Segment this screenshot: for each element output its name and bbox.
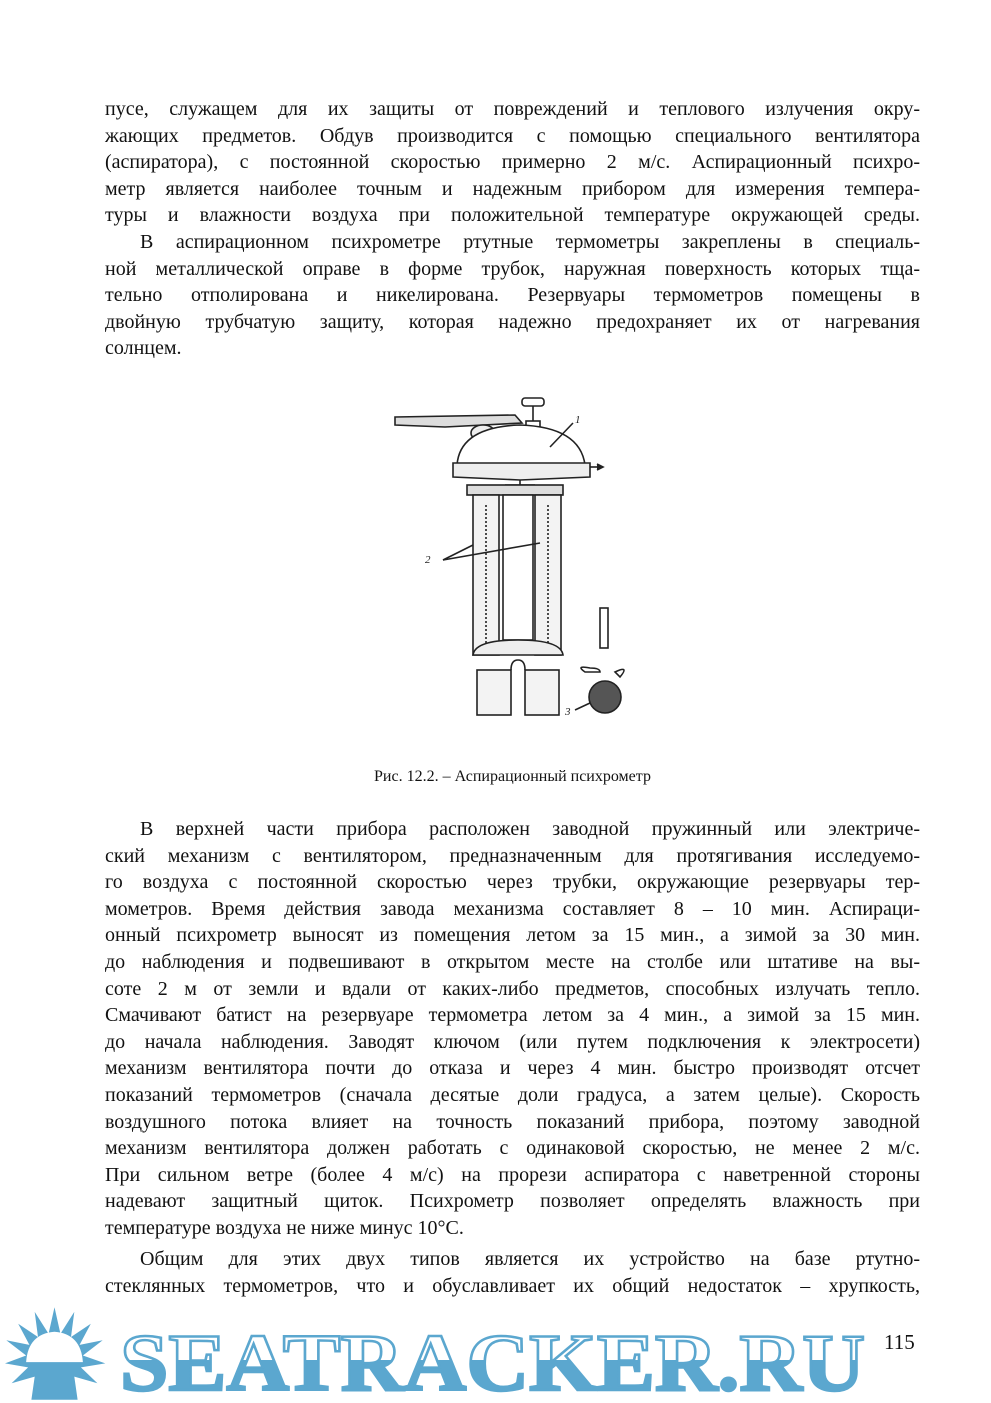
paragraph-1 — [105, 96, 920, 229]
seatracker-watermark — [0, 1302, 991, 1403]
text-line: тельно отполирована и никелирована. Резервуары термометров помещены в — [105, 284, 920, 307]
text-line: (аспиратора), с постоянной скоростью примерно 2 м/с. Аспирационный психро- — [105, 151, 920, 174]
text-line: стеклянных термометров, что и обуславливает их общий недостаток – хрупкость, — [105, 1274, 920, 1297]
text-line: пусе, служащем для их защиты от повреждений и теплового излучения окру- — [105, 98, 920, 120]
text-line: В верхней части прибора расположен заводной пружинный или электриче- — [140, 818, 920, 840]
text-line: мометров. Время действия завода механизма составляет 8 – 10 мин. Аспираци- — [105, 897, 920, 920]
text-line: показаний термометров (сначала десятые доли градуса, а затем целые). Скорость — [105, 1083, 920, 1106]
figure-label-1: 1 — [575, 414, 581, 426]
paragraph-2 — [105, 229, 920, 362]
text-line: надевают защитный щиток. Психрометр позволяет определять влажность при — [105, 1190, 920, 1213]
text-line: механизм вентилятора почти до отказа и через 4 мин. быстро производят отсчет — [105, 1057, 920, 1080]
text-line: Общим для этих двух типов является их устройство на базе ртутно- — [140, 1248, 920, 1270]
figure-caption: Рис. 12.2. – Аспирационный психрометр — [374, 768, 651, 785]
text-line: жающих предметов. Обдув производится с помощью специального вентилятора — [105, 124, 920, 147]
text-line: солнцем. — [105, 337, 182, 360]
text-line: туры и влажности воздуха при положительной температуре окружающей среды. — [105, 204, 920, 227]
figure-label-3: 3 — [565, 706, 571, 718]
text-line: метр является наиболее точным и надежным прибором для измерения темпера- — [105, 177, 920, 200]
text-line: ной металлической оправе в форме трубок, наружная поверхность которых тща- — [105, 257, 920, 280]
text-line: до начала наблюдения. Заводят ключом (или путем подключения к электросети) — [105, 1030, 920, 1053]
text-line: В аспирационном психрометре ртутные термометры закреплены в специаль- — [140, 231, 920, 253]
watermark-text: SEATRACKER.RU — [120, 1317, 865, 1403]
text-line: онный психрометр выносят из помещения летом за 15 мин., а зимой за 30 мин. — [105, 924, 920, 947]
text-line: двойную трубчатую защиту, которая надежно предохраняет их от нагревания — [105, 310, 920, 333]
text-line: механизм вентилятора должен работать с одинаковой скоростью, не менее 2 м/с. — [105, 1137, 920, 1160]
text-line: го воздуха с постоянной скоростью через трубки, окружающие резервуары тер- — [105, 871, 920, 894]
text-line: соте 2 м от земли и вдали от каких-либо предметов, способных излучать тепло. — [105, 977, 920, 1000]
page-number: 115 — [884, 1330, 915, 1354]
psychrometer-figure — [385, 385, 655, 725]
paragraph-3 — [105, 816, 920, 1242]
text-line: воздушного потока влияет на точность показаний прибора, поэтому заводной — [105, 1110, 920, 1133]
sun-logo-icon — [5, 1307, 105, 1399]
paragraph-4 — [105, 1246, 920, 1299]
text-line: Смачивают батист на резервуаре термометра летом за 4 мин., а зимой за 15 мин. — [105, 1004, 920, 1027]
text-line: температуре воздуха не ниже минус 10°С. — [105, 1216, 464, 1239]
figure-label-2: 2 — [425, 554, 431, 566]
text-line: до наблюдения и подвешивают в открытом месте на столбе или штативе на вы- — [105, 950, 920, 973]
text-line: ский механизм с вентилятором, предназначенным для протягивания исследуемо- — [105, 844, 920, 867]
text-line: При сильном ветре (более 4 м/с) на прорези аспиратора с наветренной стороны — [105, 1163, 920, 1186]
